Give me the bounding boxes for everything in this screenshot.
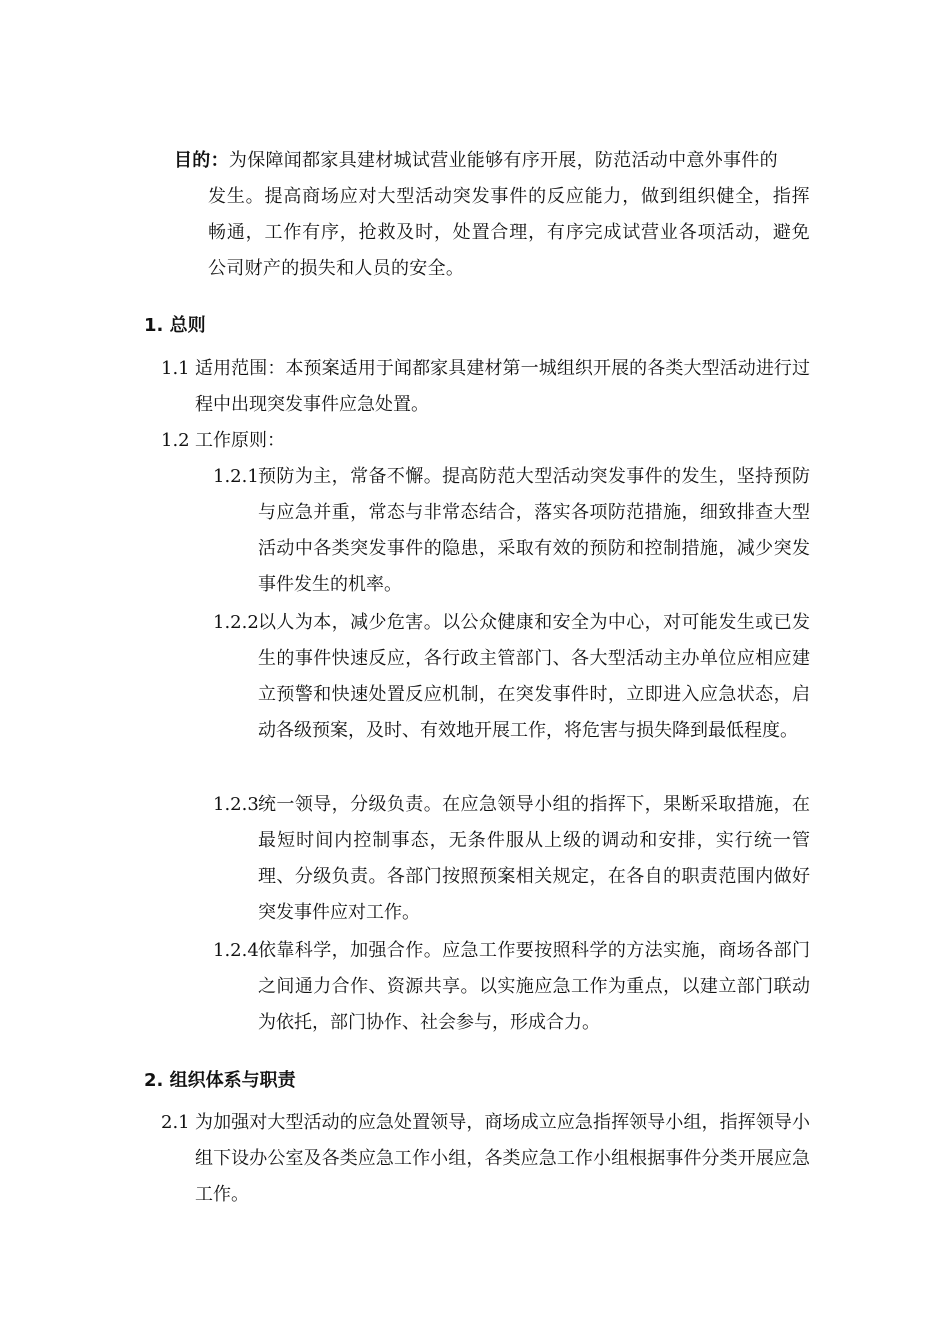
list-item bbox=[213, 459, 810, 603]
item-number: 1.2.2 bbox=[213, 612, 259, 633]
section-heading: 1. 总则 bbox=[144, 315, 206, 336]
item-number: 1.2.4 bbox=[213, 940, 259, 961]
item-number: 1.2.3 bbox=[213, 794, 259, 815]
item-number: 1.1 bbox=[161, 358, 190, 379]
list-item bbox=[161, 351, 810, 423]
list-item bbox=[213, 605, 810, 785]
item-text: 统一领导，分级负责。在应急领导小组的指挥下，果断采取措施，在最短时间内控制事态，无条件服从上级的调动和安排，实行统一管理、分级负责。各部门按照预案相关规定，在各自的职责范围内做好突发事件应对工作。 bbox=[258, 794, 810, 923]
purpose-label: 目的： bbox=[174, 150, 229, 171]
item-number: 1.2 bbox=[161, 430, 190, 451]
purpose-first-line: 为保障闻都家具建材城试营业能够有序开展，防范活动中意外事件的 bbox=[228, 150, 778, 171]
item-text: 为加强对大型活动的应急处置领导，商场成立应急指挥领导小组，指挥领导小组下设办公室及各类应急工作小组，各类应急工作小组根据事件分类开展应急工作。 bbox=[195, 1112, 810, 1205]
purpose-continuation: 发生。提高商场应对大型活动突发事件的反应能力，做到组织健全，指挥畅通，工作有序，抢救及时，处置合理，有序完成试营业各项活动，避免公司财产的损失和人员的安全。 bbox=[208, 186, 810, 279]
list-item bbox=[213, 787, 810, 931]
list-item bbox=[161, 1105, 810, 1213]
item-number: 1.2.1 bbox=[213, 466, 259, 487]
list-item bbox=[161, 423, 810, 459]
item-text: 依靠科学，加强合作。应急工作要按照科学的方法实施，商场各部门之间通力合作、资源共享。以实施应急工作为重点，以建立部门联动为依托，部门协作、社会参与，形成合力。 bbox=[258, 940, 810, 1033]
section-heading: 2. 组织体系与职责 bbox=[144, 1070, 296, 1091]
item-text: 适用范围：本预案适用于闻都家具建材第一城组织开展的各类大型活动进行过程中出现突发事件应急处置。 bbox=[195, 358, 810, 415]
purpose-paragraph bbox=[174, 143, 810, 279]
item-number: 2.1 bbox=[161, 1112, 190, 1133]
list-item bbox=[213, 933, 810, 1041]
item-text: 工作原则： bbox=[195, 430, 285, 451]
item-text: 以人为本，减少危害。以公众健康和安全为中心，对可能发生或已发生的事件快速反应，各行政主管部门、各大型活动主办单位应相应建立预警和快速处置反应机制，在突发事件时，立即进入应急状态，启动各级预案，及时、有效地开展工作，将危害与损失降到最低程度。 bbox=[258, 612, 810, 741]
item-text: 预防为主，常备不懈。提高防范大型活动突发事件的发生，坚持预防与应急并重，常态与非常态结合，落实各项防范措施，细致排查大型活动中各类突发事件的隐患，采取有效的预防和控制措施，减少突发事件发生的机率。 bbox=[258, 466, 810, 595]
